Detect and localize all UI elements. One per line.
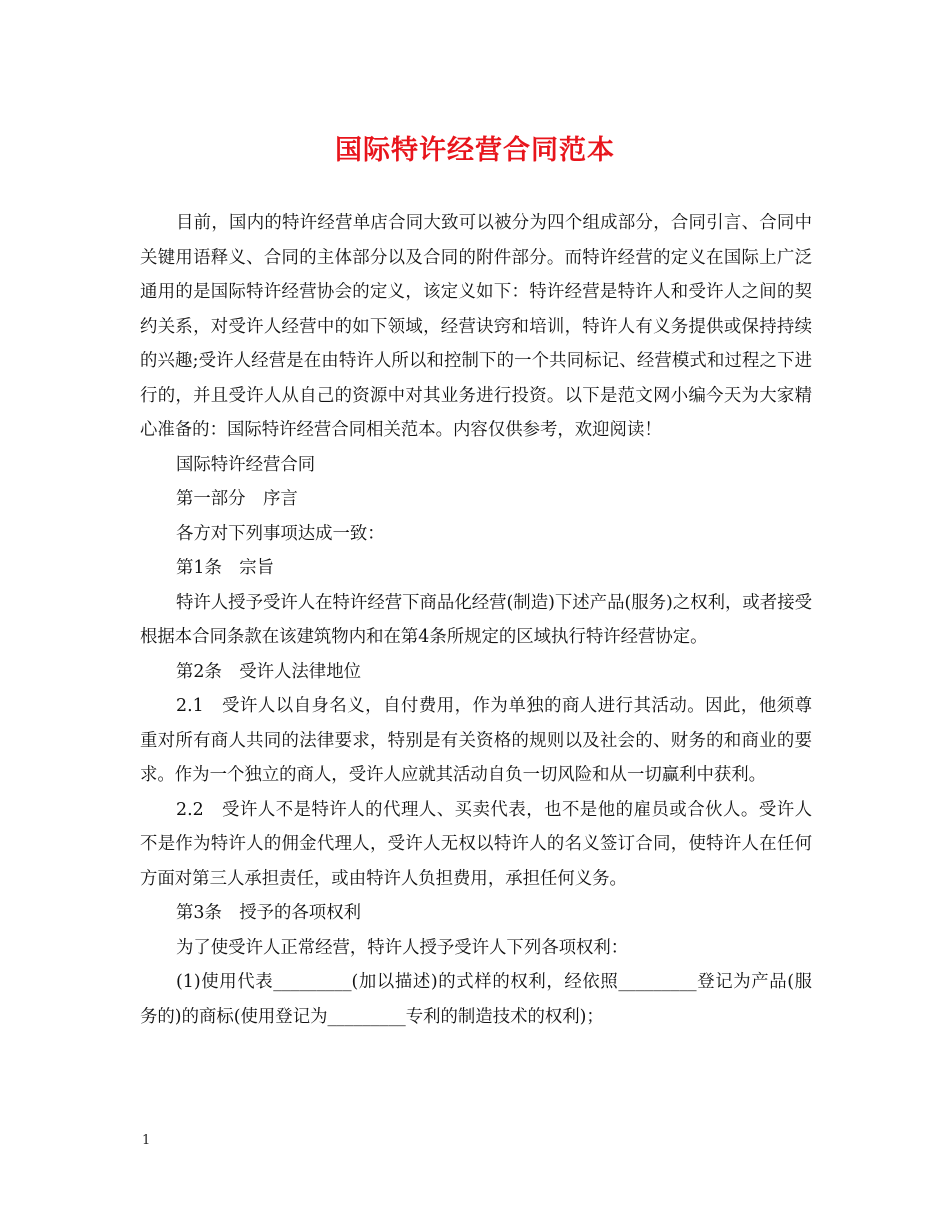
contract-heading: 国际特许经营合同	[176, 454, 316, 475]
article-1-text: 特许人授予受许人在特许经营下商品化经营(制造)下述产品(服务)之权利，或者接受根据本合同条款在该建筑物内和在第4条所规定的区域执行特许经营协定。	[140, 592, 812, 647]
document-body	[140, 206, 812, 1034]
document-title: 国际特许经营合同范本	[335, 135, 615, 166]
article-2-heading: 第2条 受许人法律地位	[176, 661, 361, 682]
part-heading: 第一部分 序言	[176, 489, 298, 509]
right-1: (1)使用代表_________(加以描述)的式样的权利，经依照_________登记为产品(服务的)的商标(使用登记为_________专利的制造技术的权利)；	[140, 972, 812, 1027]
intro-paragraph: 目前，国内的特许经营单店合同大致可以被分为四个组成部分，合同引言、合同中关键用语释义、合同的主体部分以及合同的附件部分。而特许经营的定义在国际上广泛通用的是国际特许经营协会的定义，该定义如下：特许经营是特许人和受许人之间的契约关系，对受许人经营中的如下领域，经营诀窍和培训，特许人有义务提供或保持持续的兴趣;受许人经营是在由特许人所以和控制下的一个共同标记、经营模式和过程之下进行的，并且受许人从自己的资源中对其业务进行投资。以下是范文网小编今天为大家精心准备的：国际特许经营合同相关范本。内容仅供参考，欢迎阅读！	[140, 213, 812, 440]
clause-2-2: 2.2 受许人不是特许人的代理人、买卖代表，也不是他的雇员或合伙人。受许人不是作为特许人的佣金代理人，受许人无权以特许人的名义签订合同，使特许人在任何方面对第三人承担责任，或由特许人负担费用，承担任何义务。	[140, 799, 812, 889]
article-1-heading: 第1条 宗旨	[176, 558, 275, 578]
clause-2-1: 2.1 受许人以自身名义，自付费用，作为单独的商人进行其活动。因此，他须尊重对所有商人共同的法律要求，特别是有关资格的规则以及社会的、财务的和商业的要求。作为一个独立的商人，受许人应就其活动自负一切风险和从一切赢利中获利。	[140, 696, 812, 785]
page-number: 1	[142, 1133, 151, 1148]
article-3-heading: 第3条 授予的各项权利	[176, 903, 361, 923]
agreement-statement: 各方对下列事项达成一致：	[176, 523, 385, 544]
article-3-intro: 为了使受许人正常经营，特许人授予受许人下列各项权利：	[176, 937, 629, 958]
